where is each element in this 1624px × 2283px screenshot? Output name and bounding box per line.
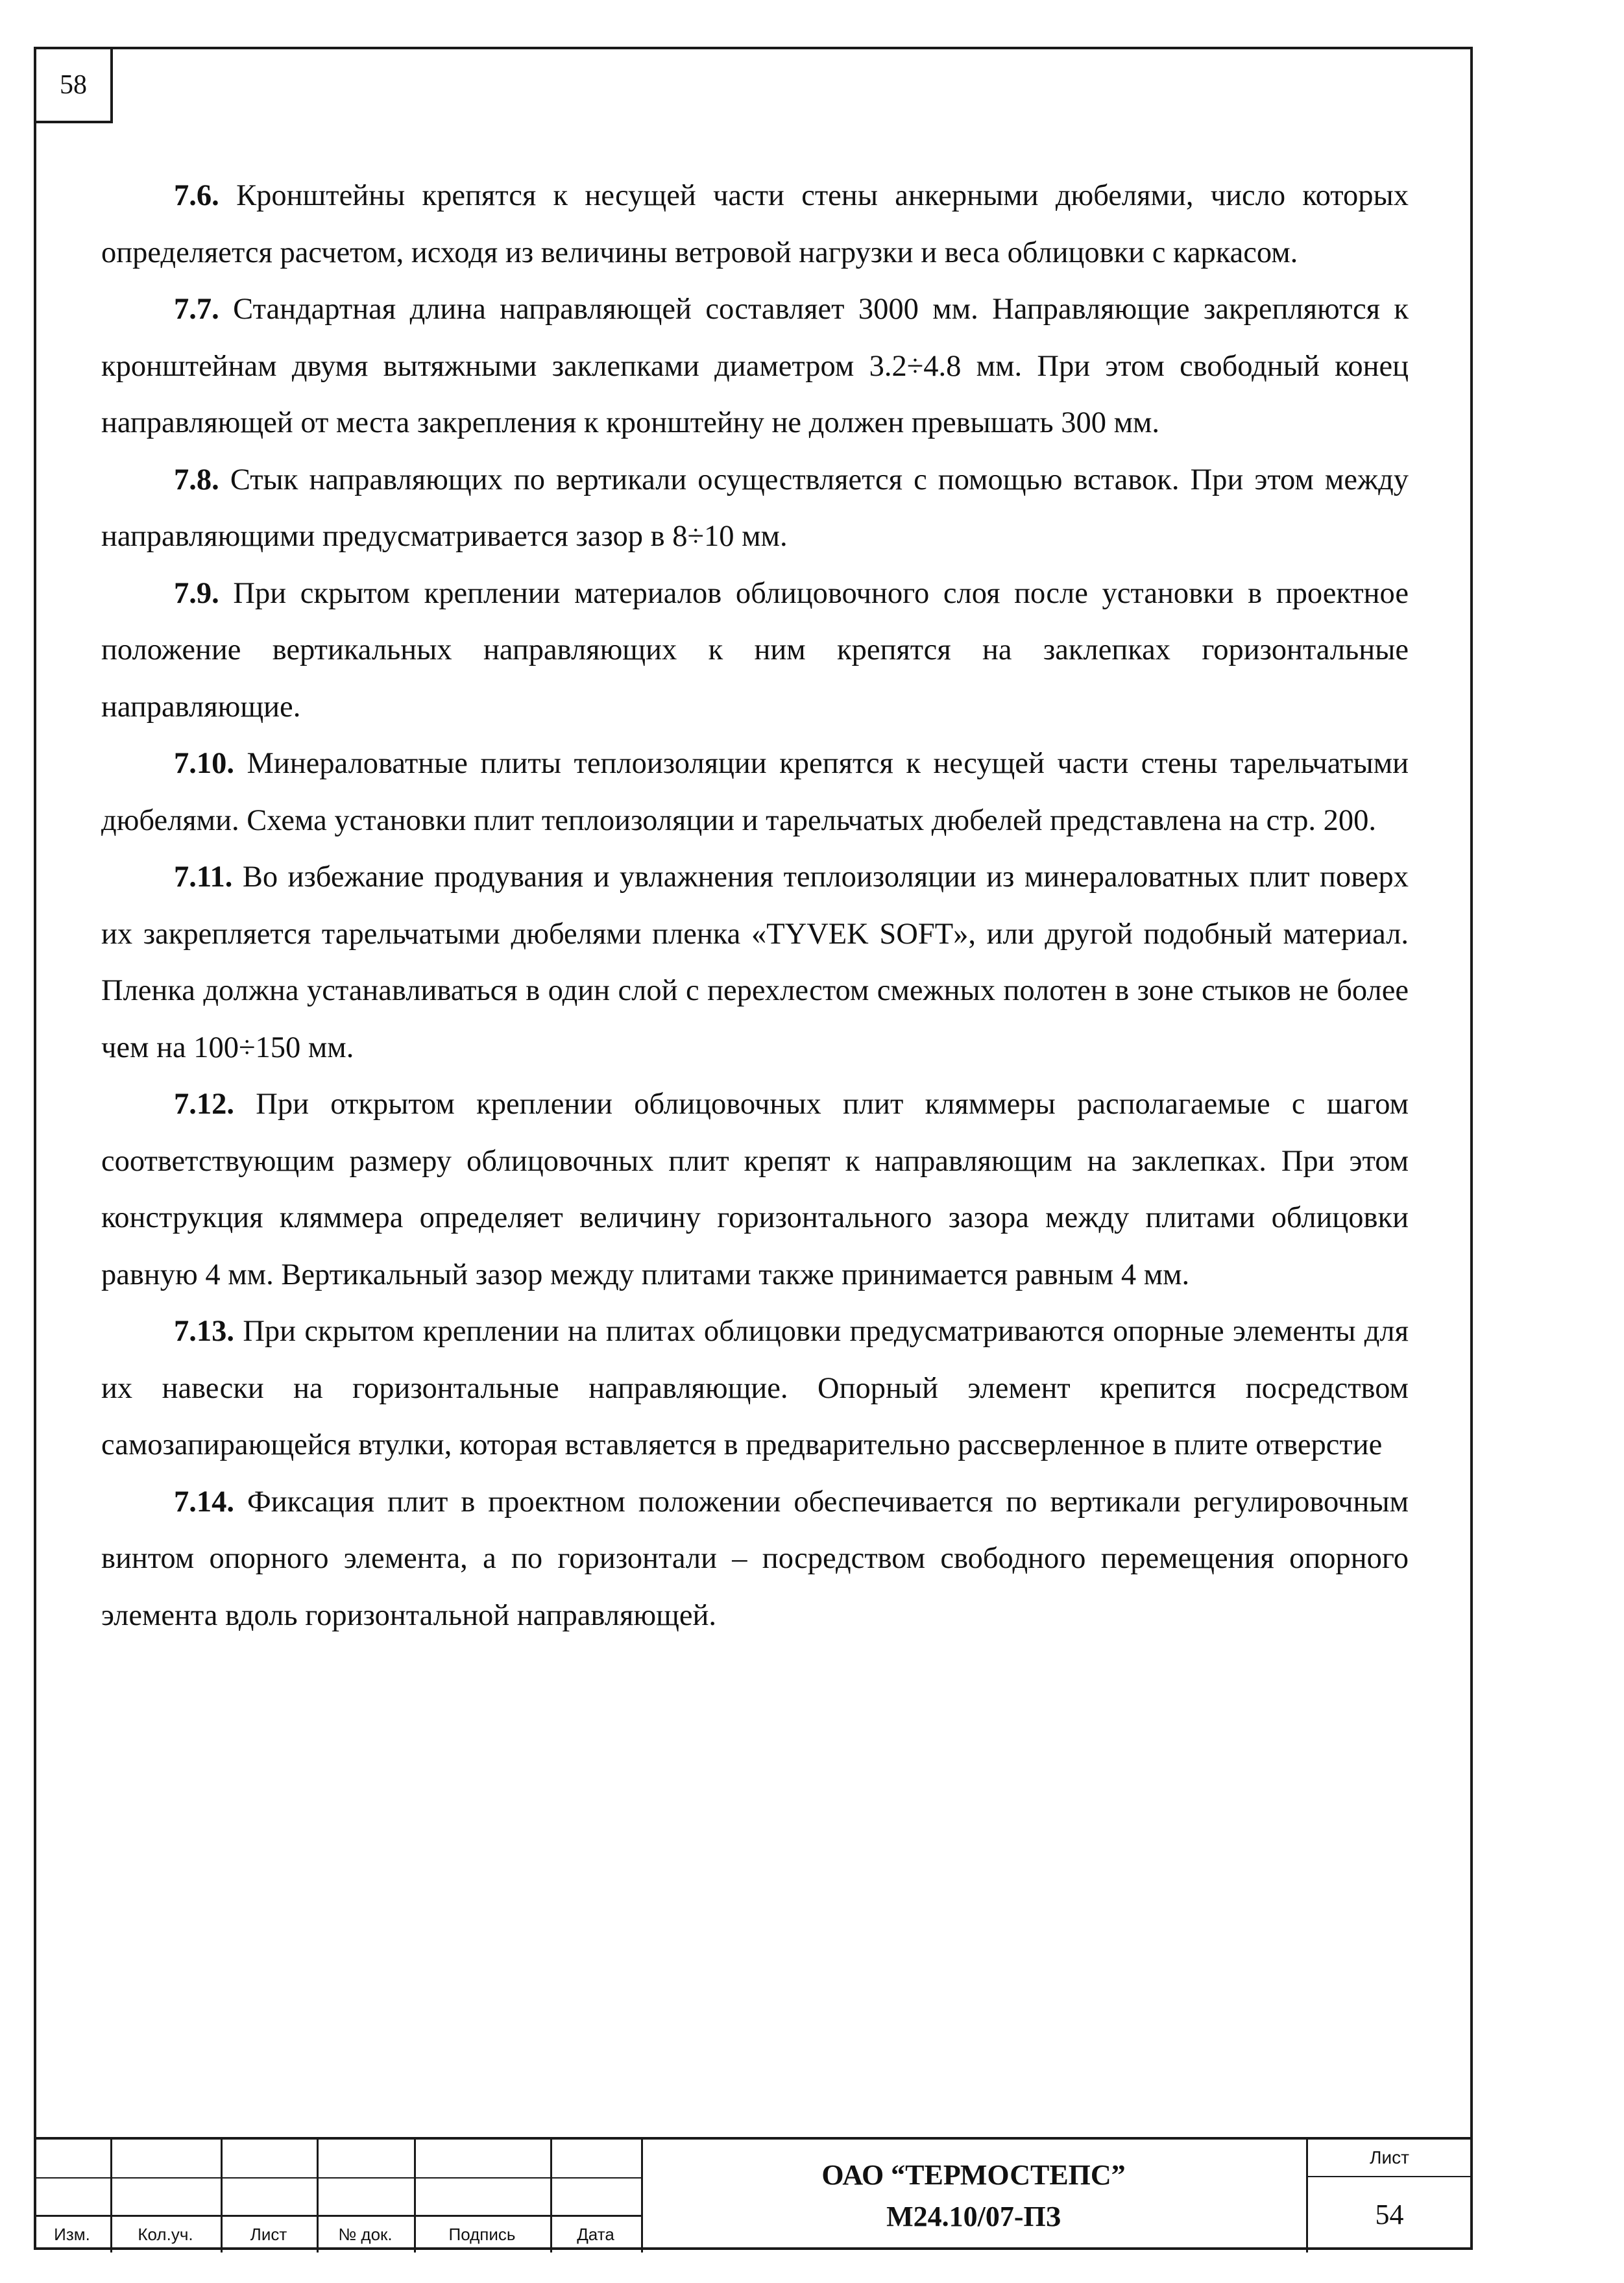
sheet-number: 54 [1375, 2198, 1404, 2230]
paragraph-number: 7.7. [174, 293, 219, 326]
paragraph-text: Кронштейны крепятся к несущей части стены анкерными дюбелями, число которых определяется расчетом, исходя из величины ветровой нагрузки и веса облицовки с каркасом. [101, 179, 1409, 269]
stamp-col-list: Лист [250, 2224, 287, 2244]
paragraph [101, 735, 1409, 849]
title-block [34, 2137, 1473, 2252]
paragraph-number: 7.13. [174, 1315, 234, 1348]
paragraph [101, 1303, 1409, 1474]
page-number: 58 [34, 47, 113, 123]
document-body [101, 167, 1409, 1644]
stamp-col-kol: Кол.уч. [138, 2224, 193, 2244]
paragraph [101, 849, 1409, 1076]
paragraph-text: При скрытом креплении на плитах облицовки предусматриваются опорные элементы для их навески на горизонтальные направляющие. Опорный элемент крепится посредством самозапирающейся втулки, которая вставляется в предварительно рассверленное в плите отверстие [101, 1315, 1409, 1461]
stamp-col-doc: № док. [338, 2224, 393, 2244]
paragraph-text: Стандартная длина направляющей составляет 3000 мм. Направляющие закрепляются к кронштейнам двумя вытяжными заклепками диаметром 3.2÷4.8 мм. При этом свободный конец направляющей от места закрепления к кронштейну не должен превышать 300 мм. [101, 293, 1409, 439]
stamp-col-izm: Изм. [54, 2224, 90, 2244]
paragraph-text: Стык направляющих по вертикали осуществляется с помощью вставок. При этом между направляющими предусматривается зазор в 8÷10 мм. [101, 463, 1409, 553]
paragraph-number: 7.12. [174, 1088, 234, 1121]
paragraph [101, 1474, 1409, 1644]
paragraph [101, 281, 1409, 452]
organization-name: ОАО “ТЕРМОСТЕПС” [821, 2159, 1126, 2191]
stamp-row-line [34, 2177, 641, 2179]
paragraph-number: 7.9. [174, 576, 219, 610]
paragraph-text: Минераловатные плиты теплоизоляции крепятся к несущей части стены тарельчатыми дюбелями. Схема установки плит теплоизоляции и тарельчатых дюбелей представлена на стр. 200. [101, 747, 1409, 837]
paragraph-number: 7.11. [174, 861, 233, 894]
paragraph [101, 565, 1409, 736]
paragraph-text: При скрытом креплении материалов облицовочного слоя после установки в проектное положение вертикальных направляющих к ним крепятся на заклепках горизонтальные направляющие. [101, 576, 1409, 724]
paragraph-text: Фиксация плит в проектном положении обеспечивается по вертикали регулировочным винтом опорного элемента, а по горизонтали – посредством свободного перемещения опорного элемента вдоль горизонтальной направляющей. [101, 1485, 1409, 1632]
paragraph-text: Во избежание продувания и увлажнения теплоизоляции из минераловатных плит поверх их закрепляется тарельчатыми дюбелями пленка «TYVEK SOFT», или другой подобный материал. Пленка должна устанавливаться в один слой с перехлестом смежных полотен в зоне стыков не более чем на 100÷150 мм. [101, 861, 1409, 1064]
paragraph-number: 7.14. [174, 1485, 234, 1519]
organization-block [641, 2140, 1306, 2252]
paragraph [101, 1076, 1409, 1303]
paragraph-number: 7.6. [174, 179, 219, 212]
paragraph-number: 7.8. [174, 463, 219, 496]
document-code: М24.10/07-ПЗ [886, 2201, 1061, 2232]
stamp-col-sign: Подпись [448, 2224, 516, 2244]
paragraph [101, 167, 1409, 281]
paragraph-text: При открытом креплении облицовочных плит кляммеры располагаемые с шагом соответствующим размеру облицовочных плит крепят к направляющим на заклепках. При этом конструкция кляммера определяет величину горизонтального зазора между плитами облицовки равную 4 мм. Вертикальный зазор между плитами также принимается равным 4 мм. [101, 1088, 1409, 1291]
stamp-col-date: Дата [577, 2224, 614, 2244]
paragraph [101, 452, 1409, 565]
sheet-label: Лист [1370, 2147, 1409, 2167]
paragraph-number: 7.10. [174, 747, 234, 780]
